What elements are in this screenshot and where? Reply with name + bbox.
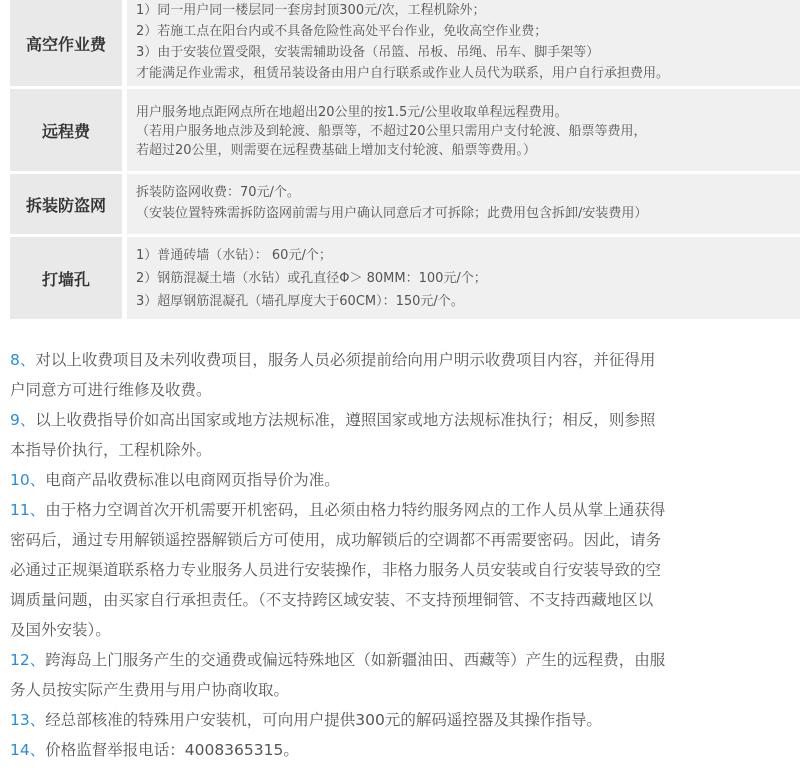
fee-label: 打墙孔 bbox=[10, 237, 122, 319]
fee-row-security-net bbox=[10, 174, 800, 234]
note-text: 经总部核准的特殊用户安装机，可向用户提供300元的解码遥控器及其操作指导。 bbox=[45, 711, 602, 729]
fee-description bbox=[127, 0, 800, 86]
fee-row-remote bbox=[10, 89, 800, 171]
fee-line: 才能满足作业需求，租赁吊装设备由用户自行联系或作业人员代为联系，用户自行承担费用。 bbox=[136, 66, 670, 81]
note-text: 密码后，通过专用解锁遥控器解锁后方可使用，成功解锁后的空调都不再需要密码。因此，请务 bbox=[10, 531, 662, 549]
note-item bbox=[10, 735, 790, 765]
note-number: 14、 bbox=[10, 741, 46, 759]
notes-list bbox=[10, 345, 790, 765]
fee-row-high-altitude bbox=[10, 0, 800, 86]
note-number: 13、 bbox=[10, 711, 46, 729]
note-text: 价格监督举报电话：4008365315。 bbox=[45, 741, 299, 759]
note-number: 10、 bbox=[10, 471, 46, 489]
note-number: 12、 bbox=[10, 651, 46, 669]
note-item bbox=[10, 705, 790, 735]
fee-label: 远程费 bbox=[10, 89, 122, 171]
fee-line: 拆装防盗网收费：70元/个。 bbox=[136, 185, 300, 200]
fee-description bbox=[127, 237, 800, 319]
note-text: 调质量问题，由买家自行承担责任。（不支持跨区域安装、不支持预埋铜管、不支持西藏地区以 bbox=[10, 591, 654, 609]
fee-line: 2）钢筋混凝土墙（水钻）或孔直径Φ＞ 80MM：100元/个； bbox=[136, 271, 487, 286]
fee-description bbox=[127, 89, 800, 171]
note-text: 户同意方可进行维修及收费。 bbox=[10, 381, 212, 399]
fee-line: 1）普通砖墙（水钻）： 60元/个； bbox=[136, 248, 332, 263]
note-text: 对以上收费项目及未列收费项目，服务人员必须提前给向用户明示收费项目内容，并征得用 bbox=[35, 351, 656, 369]
note-number: 11、 bbox=[10, 501, 46, 519]
fee-line: 3）由于安装位置受限，安装需辅助设备（吊篮、吊板、吊绳、吊车、脚手架等） bbox=[136, 45, 600, 60]
note-text: 务人员按实际产生费用与用户协商收取。 bbox=[10, 681, 290, 699]
note-text: 由于格力空调首次开机需要开机密码，且必须由格力特约服务网点的工作人员从掌上通获得 bbox=[45, 501, 666, 519]
note-item bbox=[10, 645, 790, 705]
note-text: 电商产品收费标准以电商网页指导价为准。 bbox=[45, 471, 340, 489]
note-item bbox=[10, 495, 790, 645]
fee-label: 高空作业费 bbox=[10, 0, 122, 86]
fee-line: （若用户服务地点涉及到轮渡、船票等，不超过20公里只需用户支付轮渡、船票等费用， bbox=[136, 124, 647, 139]
fee-description bbox=[127, 174, 800, 234]
fee-row-wall-hole bbox=[10, 237, 800, 319]
fee-line: 3）超厚钢筋混凝孔（墙孔厚度大于60CM）：150元/个。 bbox=[136, 294, 464, 309]
fee-table bbox=[10, 0, 800, 322]
fee-line: 2）若施工点在阳台内或不具备危险性高处平台作业，免收高空作业费； bbox=[136, 24, 548, 39]
fee-line: 用户服务地点距网点所在地超出20公里的按1.5元/公里收取单程远程费用。 bbox=[136, 105, 568, 120]
note-item bbox=[10, 405, 790, 465]
fee-line: 1）同一用户同一楼层同一套房封顶300元/次，工程机除外； bbox=[136, 3, 486, 18]
note-text: 跨海岛上门服务产生的交通费或偏远特殊地区（如新疆油田、西藏等）产生的远程费，由服 bbox=[45, 651, 666, 669]
note-number: 8、 bbox=[10, 351, 36, 369]
note-item bbox=[10, 345, 790, 405]
fee-line: 若超过20公里，则需要在远程费基础上增加支付轮渡、船票等费用。） bbox=[136, 143, 537, 158]
note-text: 必通过正规渠道联系格力专业服务人员进行安装操作，非格力服务人员安装或自行安装导致的空 bbox=[10, 561, 662, 579]
note-text: 本指导价执行，工程机除外。 bbox=[10, 441, 212, 459]
note-number: 9、 bbox=[10, 411, 36, 429]
note-text: 以上收费指导价如高出国家或地方法规标准，遵照国家或地方法规标准执行；相反，则参照 bbox=[35, 411, 656, 429]
fee-line: （安装位置特殊需拆防盗网前需与用户确认同意后才可拆除；此费用包含拆卸/安装费用） bbox=[136, 206, 648, 221]
fee-label: 拆装防盗网 bbox=[10, 174, 122, 234]
note-item bbox=[10, 465, 790, 495]
note-text: 及国外安装）。 bbox=[10, 621, 111, 639]
